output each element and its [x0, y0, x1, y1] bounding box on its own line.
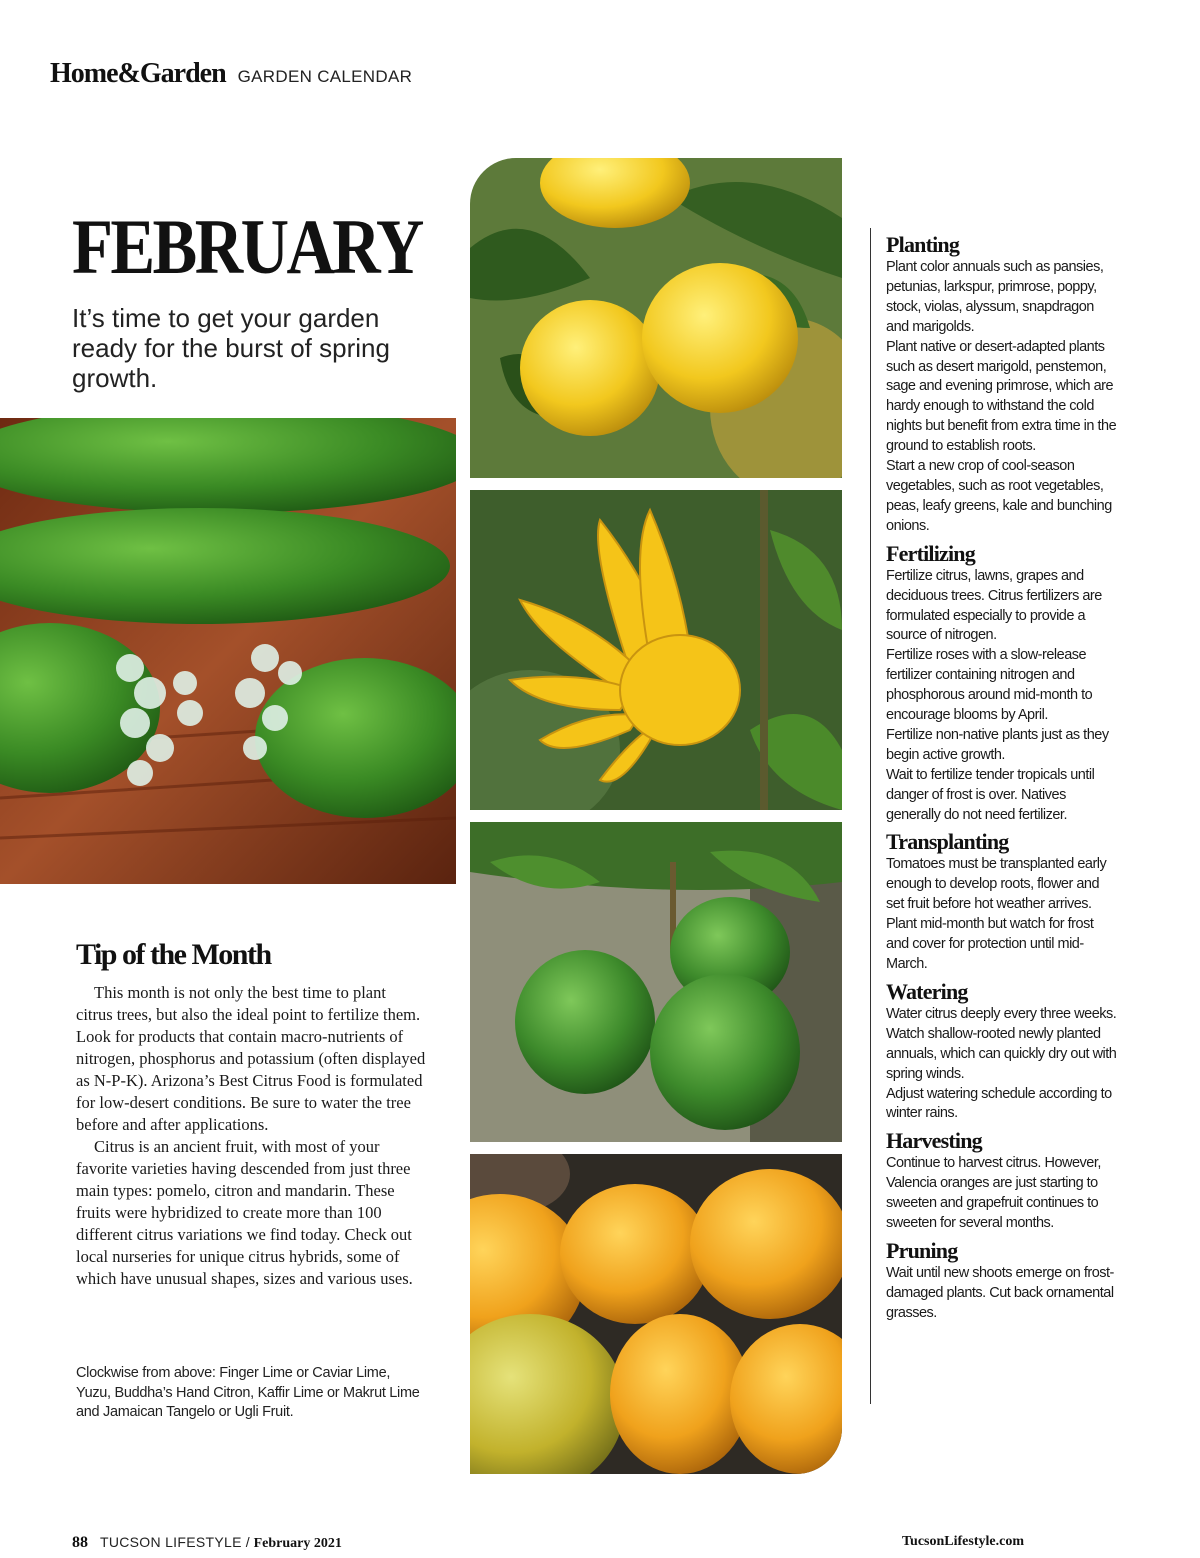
sidebar-item: Fertilize non-native plants just as they begin active growth.	[886, 726, 1109, 763]
tip-paragraph: Citrus is an ancient fruit, with most of your favorite varieties having descended from just three main types: pomelo, citron and mandarin. These fruits were hybridized to create more than 100 different citrus variations we find today. Check out local nurseries for unique citrus hybrids, some of which have unusual shapes, sizes and various uses.	[76, 1137, 413, 1288]
sidebar-section-harvesting	[886, 1128, 1118, 1234]
page-number: 88	[72, 1534, 88, 1551]
sidebar-section-planting	[886, 232, 1118, 537]
buddhas-hand-photo	[470, 490, 842, 810]
calendar-sidebar	[870, 228, 1118, 1404]
kaffir-lime-photo	[470, 822, 842, 1142]
sidebar-item: Fertilize citrus, lawns, grapes and deciduous trees. Citrus fertilizers are formulated especially to provide a source of nitrogen.	[886, 567, 1102, 644]
page-title: FEBRUARY	[72, 203, 422, 290]
sidebar-heading: Harvesting	[886, 1128, 982, 1154]
sidebar-item: Start a new crop of cool-season vegetables, such as root vegetables, peas, leafy greens, kale and bunching onions.	[886, 458, 1112, 534]
sidebar-item: Wait to fertilize tender tropicals until danger of frost is over. Natives generally do not need fertilizer.	[886, 766, 1095, 823]
tip-body	[76, 982, 426, 1290]
sidebar-section-fertilizing	[886, 541, 1118, 826]
sidebar-heading: Pruning	[886, 1237, 958, 1263]
sidebar-heading: Watering	[886, 978, 968, 1004]
brand-logo: Home&Garden	[50, 58, 226, 89]
sidebar-item: Watch shallow-rooted newly planted annuals, which can quickly dry out with spring winds.	[886, 1025, 1117, 1082]
issue-date: February 2021	[253, 1536, 342, 1551]
sidebar-item: Water citrus deeply every three weeks.	[886, 1005, 1117, 1022]
sidebar-item: Tomatoes must be transplanted early enough to develop roots, flower and set fruit before hot weather arrives.	[886, 856, 1107, 913]
website-link[interactable]: TucsonLifestyle.com	[902, 1534, 1024, 1549]
sidebar-heading: Transplanting	[886, 829, 1009, 855]
sidebar-section-watering	[886, 979, 1118, 1124]
sidebar-section-transplanting	[886, 829, 1118, 974]
yuzu-photo	[470, 158, 842, 478]
finger-lime-photo	[0, 418, 456, 884]
sidebar-item: Fertilize roses with a slow-release fertilizer containing nitrogen and phosphorous around mid-month to encourage blooms by April.	[886, 647, 1093, 724]
tip-paragraph: This month is not only the best time to plant citrus trees, but also the ideal point to fertilize them. Look for products that contain macro-nutrients of nitrogen, phosphorus and potassium (often displayed as N-P-K). Arizona’s Best Citrus Food is formulated for low-desert conditions. Be sure to water the tree before and after applications.	[76, 983, 426, 1134]
tip-heading: Tip of the Month	[76, 938, 271, 971]
section-label: GARDEN CALENDAR	[237, 67, 413, 86]
sidebar-item: Plant color annuals such as pansies, petunias, larkspur, primrose, poppy, stock, violas, alyssum, snapdragon and marigolds.	[886, 259, 1104, 335]
masthead	[50, 58, 412, 90]
sidebar-item: Adjust watering schedule according to winter rains.	[886, 1085, 1112, 1122]
sidebar-item: Plant native or desert-adapted plants such as desert marigold, penstemon, sage and evening primrose, which are hardy enough to withstand the cold nights but benefit from extra time in the ground to establish roots.	[886, 338, 1117, 455]
sidebar-item: Plant mid-month but watch for frost and cover for protection until mid-March.	[886, 916, 1094, 972]
photo-caption: Clockwise from above: Finger Lime or Caviar Lime, Yuzu, Buddha’s Hand Citron, Kaffir Lime or Makrut Lime and Jamaican Tangelo or Ugli Fruit.	[76, 1365, 420, 1420]
sidebar-heading: Fertilizing	[886, 540, 975, 566]
sidebar-item: Continue to harvest citrus. However, Valencia oranges are just starting to sweeten and grapefruit continues to sweeten for several months.	[886, 1155, 1101, 1232]
sidebar-heading: Planting	[886, 232, 960, 257]
sidebar-item: Wait until new shoots emerge on frost-damaged plants. Cut back ornamental grasses.	[886, 1264, 1114, 1321]
tangelo-photo	[470, 1154, 842, 1474]
sidebar-section-pruning	[886, 1238, 1118, 1324]
publication-name: TUCSON LIFESTYLE	[100, 1534, 242, 1550]
folio-separator: /	[245, 1534, 250, 1550]
footer-folio	[72, 1534, 342, 1552]
intro-text: It’s time to get your garden ready for the burst of spring growth.	[72, 303, 390, 393]
